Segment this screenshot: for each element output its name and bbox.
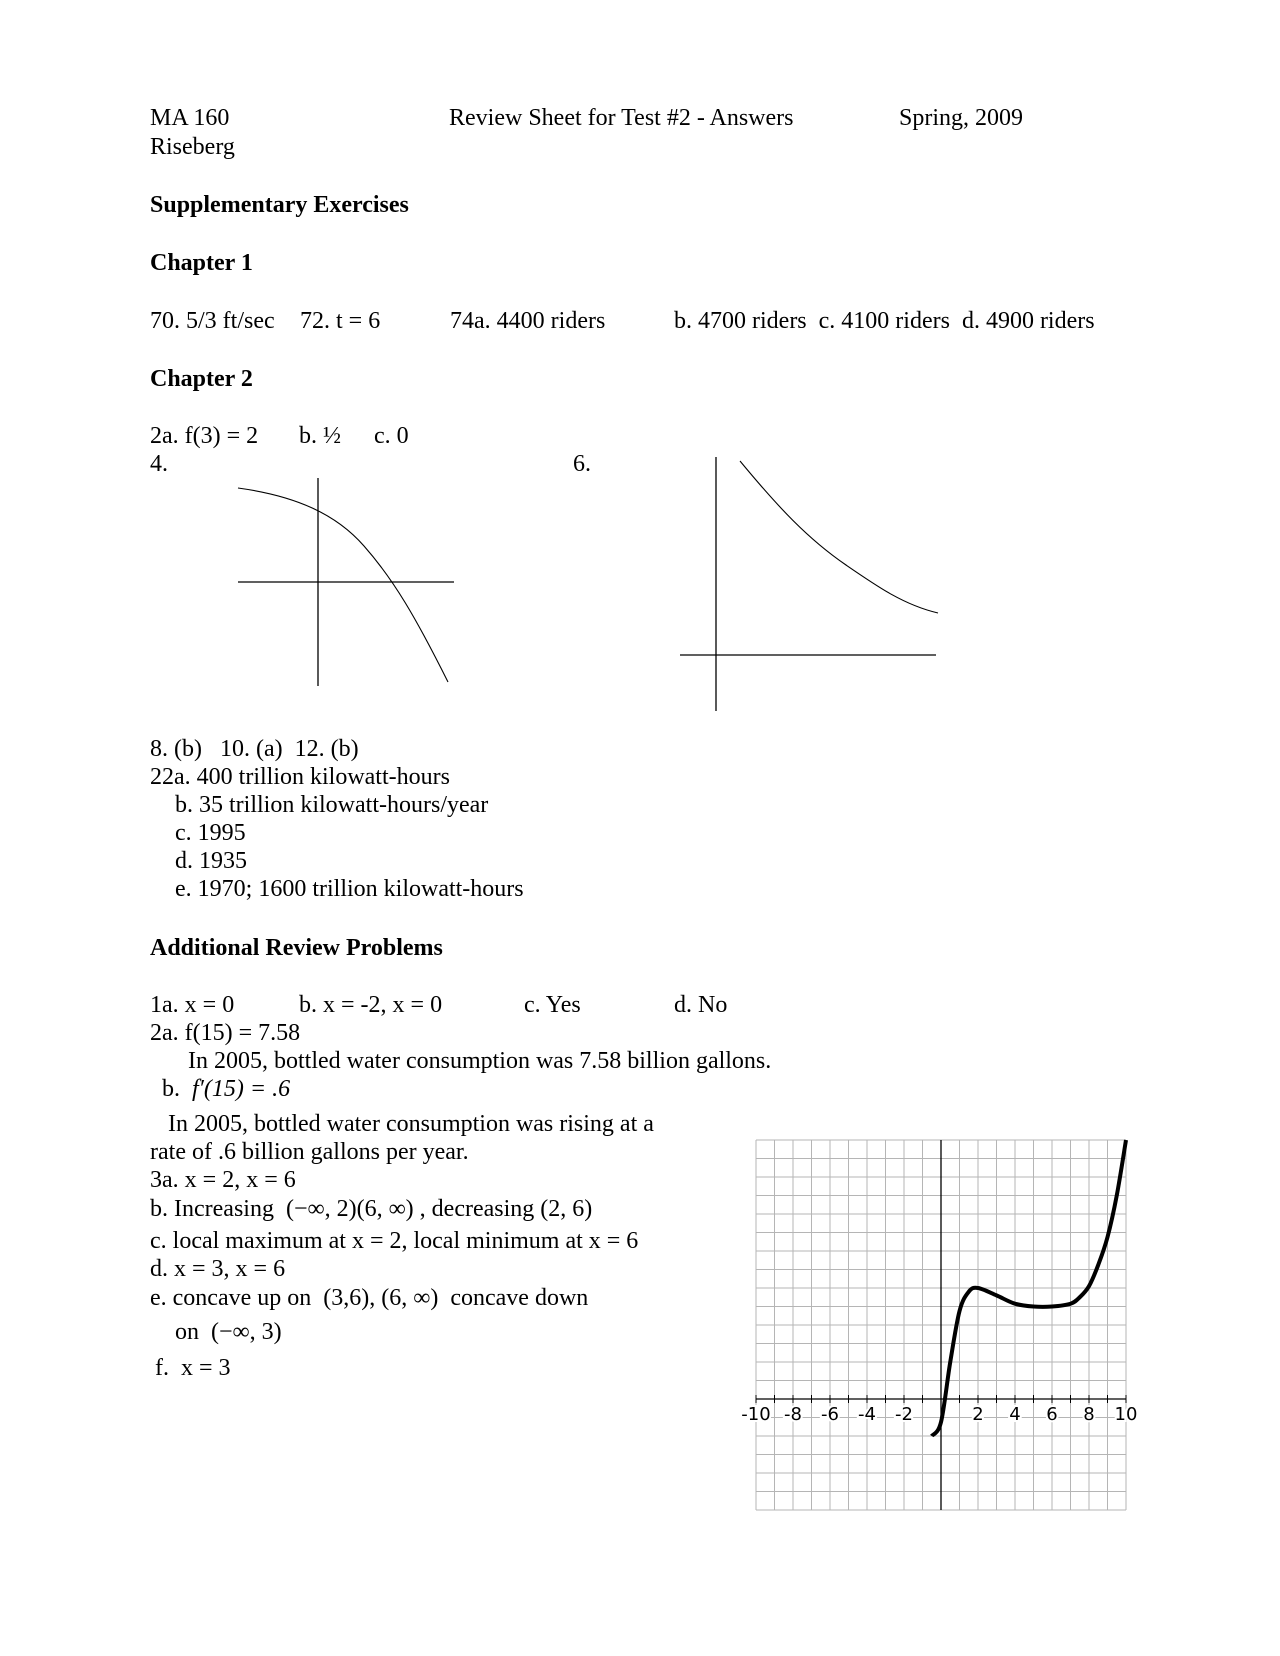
instructor: Riseberg [150,134,235,160]
answer-2c: c. 0 [374,423,409,449]
x-tick-label: 8 [1083,1404,1095,1425]
graph-6-curve [740,461,938,613]
chapter1-heading: Chapter 1 [150,250,253,276]
answer-2a: 2a. f(3) = 2 [150,423,259,449]
answer-add-2b-label: b. [162,1076,180,1102]
answer-3c: c. local maximum at x = 2, local minimum at x = 6 [150,1228,639,1254]
answer-22e: e. 1970; 1600 trillion kilowatt-hours [175,876,524,902]
graph-6 [678,455,948,715]
supplementary-heading: Supplementary Exercises [150,192,409,218]
x-tick-label: -2 [895,1404,913,1425]
answer-3b: b. Increasing (−∞, 2)(6, ∞) , decreasing (2, 6) [150,1196,593,1222]
answers-8-12: 8. (b) 10. (a) 12. (b) [150,736,359,762]
x-tick-label: -10 [741,1404,771,1425]
x-tick-label: 4 [1009,1404,1021,1425]
additional-heading: Additional Review Problems [150,935,443,961]
cubic-grid-graph [740,1140,1140,1540]
answer-22d: d. 1935 [175,848,247,874]
answer-74a: 74a. 4400 riders [450,308,606,334]
answer-add-2a: 2a. f(15) = 7.58 [150,1020,301,1046]
answer-74bcd: b. 4700 riders c. 4100 riders d. 4900 riders [674,308,1095,334]
answer-3e-line2: on (−∞, 3) [175,1319,282,1345]
answer-70: 70. 5/3 ft/sec [150,308,275,334]
answer-add-2b-expr: f′(15) = .6 [192,1076,291,1102]
label-4: 4. [150,451,168,477]
answer-3e-line1: e. concave up on (3,6), (6, ∞) concave down [150,1285,589,1311]
x-tick-label: 6 [1046,1404,1058,1425]
x-tick-label: 10 [1114,1404,1138,1425]
x-tick-label: -4 [858,1404,876,1425]
chapter2-heading: Chapter 2 [150,366,253,392]
answer-22a: 22a. 400 trillion kilowatt-hours [150,764,450,790]
answer-add-2b-text2: rate of .6 billion gallons per year. [150,1139,469,1165]
course-code: MA 160 [150,105,230,131]
graph-4 [236,470,466,690]
answer-72: 72. t = 6 [300,308,381,334]
answer-22c: c. 1995 [175,820,246,846]
graph-4-curve [238,488,448,682]
answer-1b: b. x = -2, x = 0 [299,992,443,1018]
term: Spring, 2009 [899,105,1024,131]
label-6: 6. [573,451,591,477]
answer-1c: c. Yes [524,992,581,1018]
document-title: Review Sheet for Test #2 - Answers [449,105,794,131]
answer-3a: 3a. x = 2, x = 6 [150,1167,296,1193]
x-tick-label: -8 [784,1404,802,1425]
answer-3f: f. x = 3 [155,1355,231,1381]
answer-3d: d. x = 3, x = 6 [150,1256,286,1282]
x-tick-label: 2 [972,1404,984,1425]
answer-1a: 1a. x = 0 [150,992,235,1018]
answer-add-2a-text: In 2005, bottled water consumption was 7.58 billion gallons. [188,1048,772,1074]
answer-add-2b-text1: In 2005, bottled water consumption was rising at a [168,1111,654,1137]
answer-22b: b. 35 trillion kilowatt-hours/year [175,792,489,818]
answer-1d: d. No [674,992,728,1018]
x-tick-label: -6 [821,1404,839,1425]
answer-2b: b. ½ [299,423,341,449]
